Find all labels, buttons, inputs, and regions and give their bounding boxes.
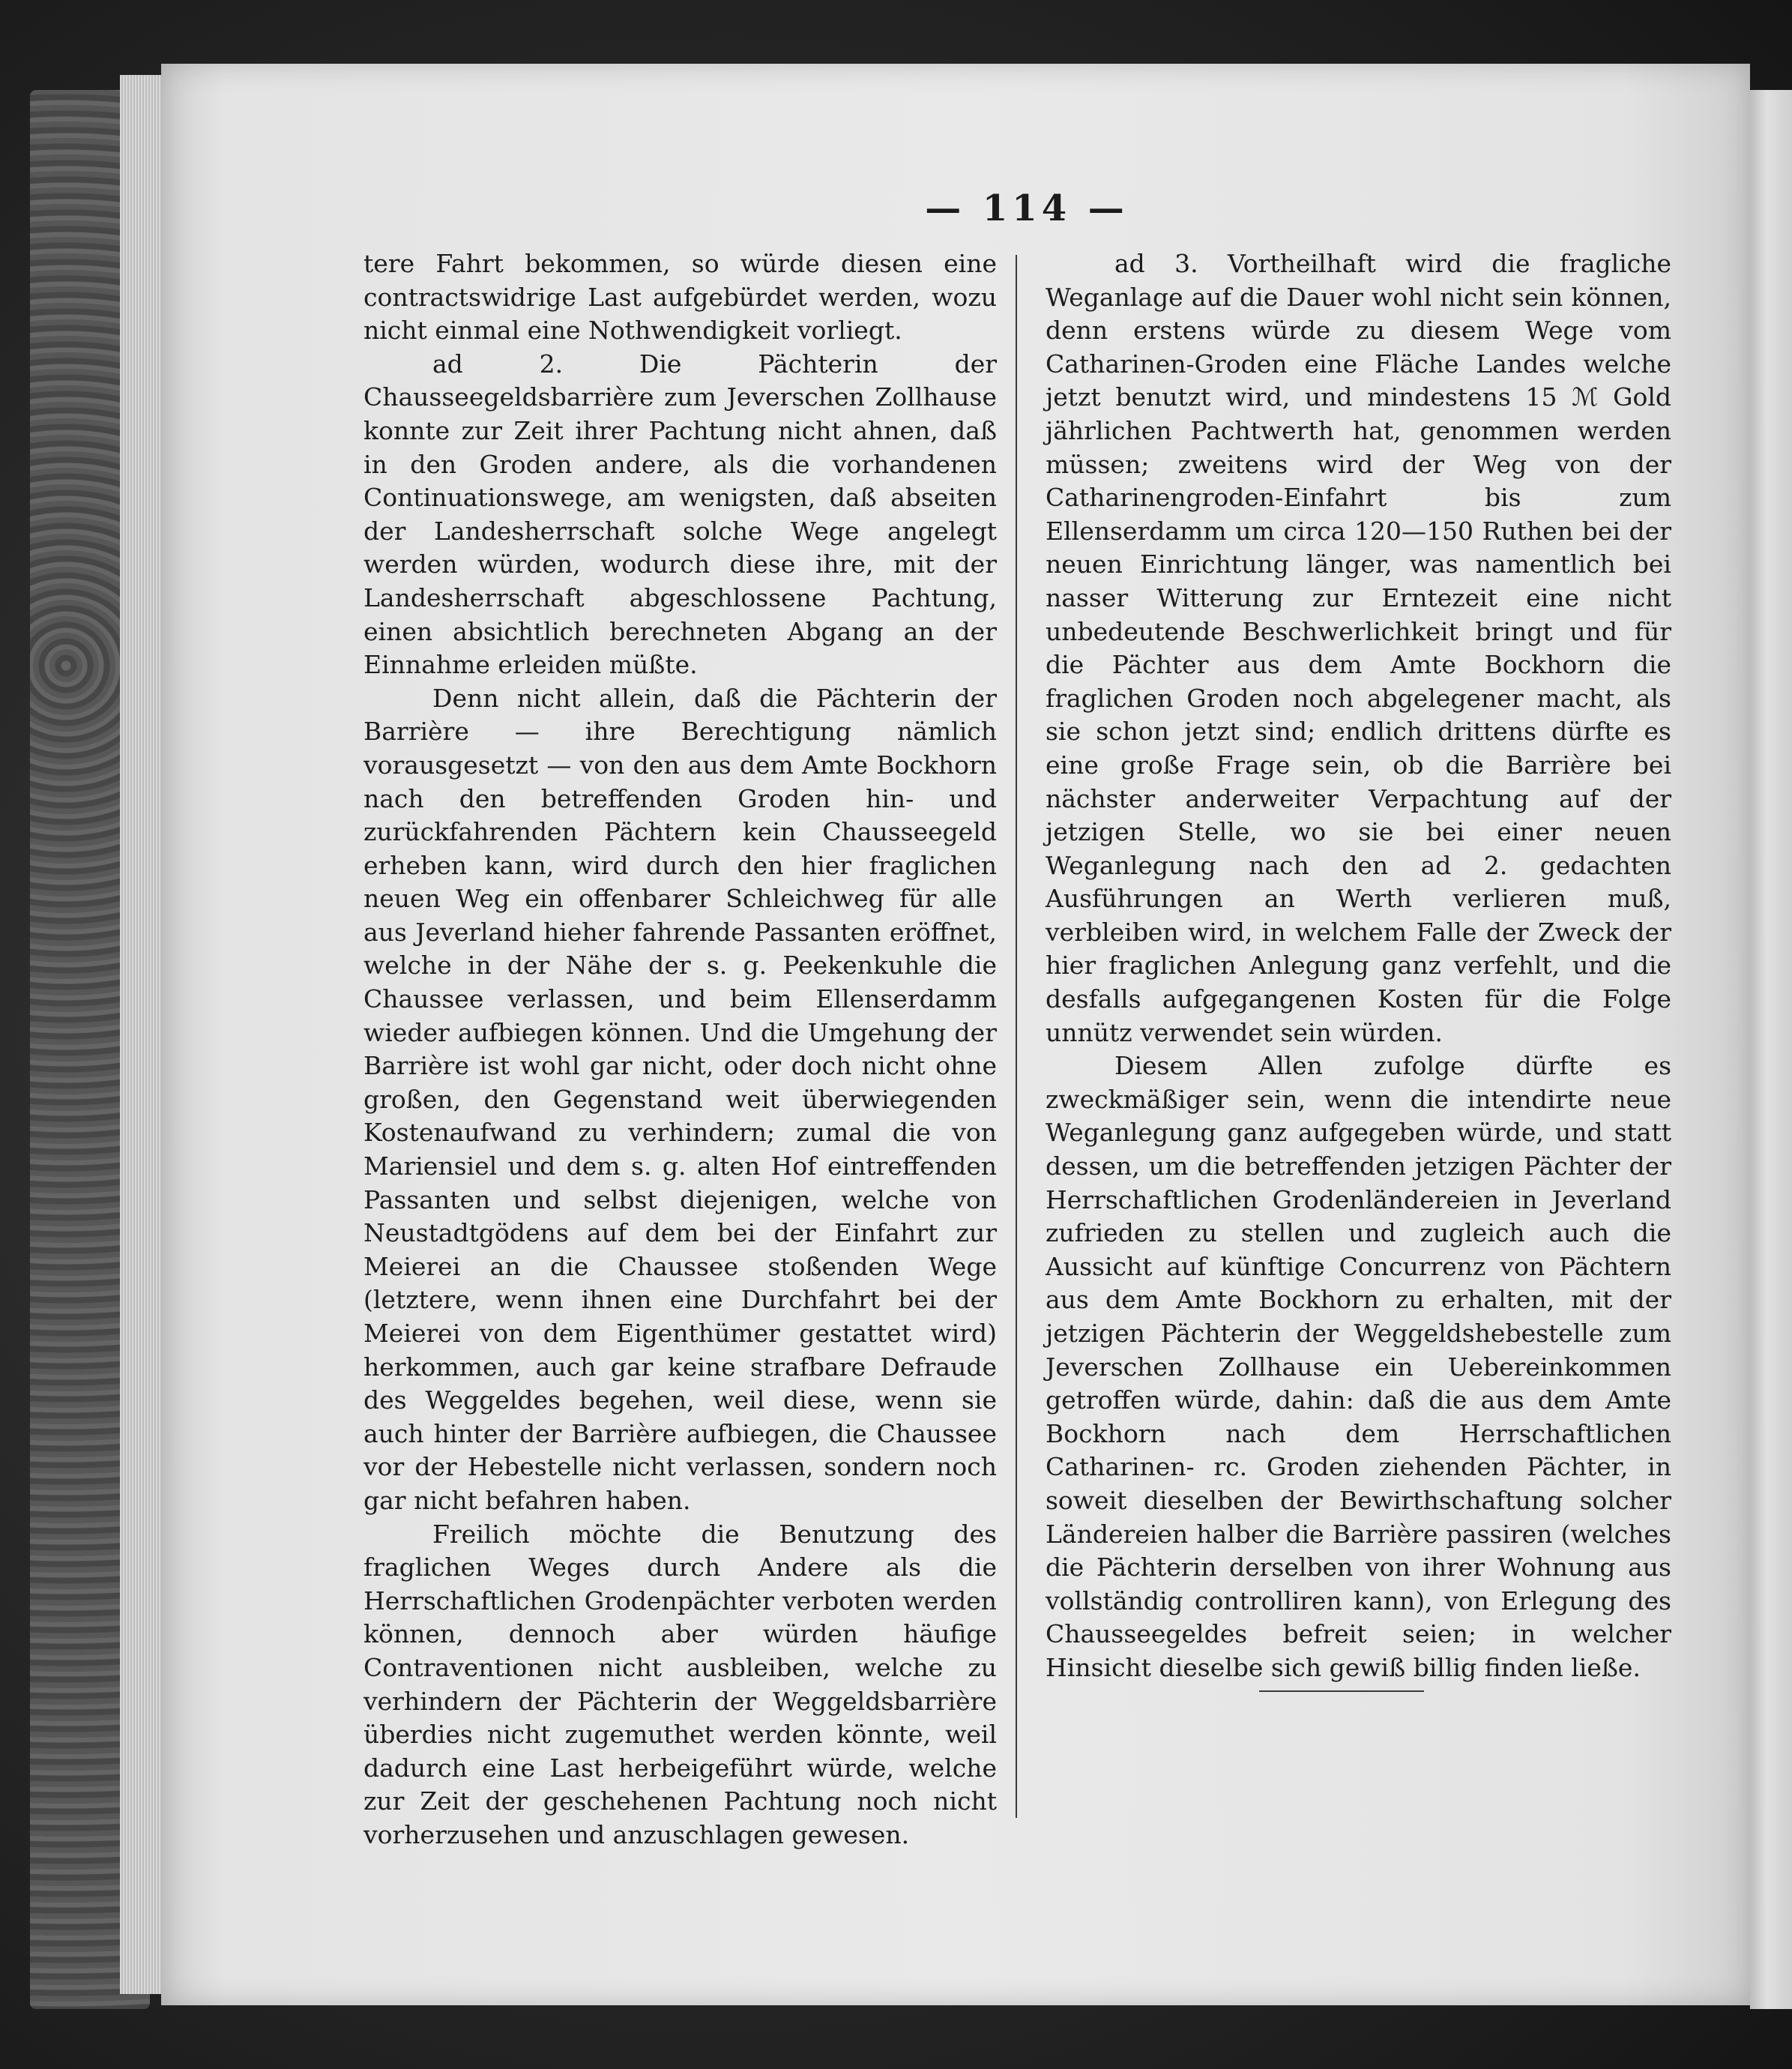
paragraph: Diesem Allen zufolge dürfte es zweckmäßiger sein, wenn die intendirte neue Weganlegung ganz aufgegeben würde, und statt dessen, um die betreffenden jetzigen Pächter der Herrschaftlichen Grodenländereien in Jeverland zufrieden zu stellen und zugleich auch die Aussicht auf künftige Concurrenz von Pächtern aus dem Amte Bockhorn zu erhalten, mit der jetzigen Pächterin der Weggeldshebestelle zum Jeverschen Zollhause ein Uebereinkommen getroffen würde, dahin: daß die aus dem Amte Bockhorn nach dem Herrschaftlichen Catharinen- rc. Groden ziehenden Pächter, in soweit dieselben der Bewirthschaftung solcher Ländereien halber die Barrière passiren (welches die Pächterin derselben von ihrer Wohnung aus vollständig controlliren kann), von Erlegung des Chausseegeldes befreit seien; in welcher Hinsicht dieselbe sich gewiß billig finden ließe. [1046, 1051, 1671, 1682]
paragraph: Freilich möchte die Benutzung des fraglichen Weges durch Andere als die Herrschaftlichen Grodenpächter verboten werden können, dennoch aber würden häufige Contraventionen nicht ausbleiben, welche zu verhindern der Pächterin der Weggeldsbarrière überdies nicht zugemuthet werden könnte, weil dadurch eine Last herbeigeführt würde, welche zur Zeit der geschehenen Pachtung noch nicht vorherzusehen und anzuschlagen gewesen. [363, 1519, 997, 1849]
paragraph: tere Fahrt bekommen, so würde diesen eine contractswidrige Last aufgebürdet werden, wozu nicht einmal eine Nothwendigkeit vorliegt. [363, 249, 997, 346]
page-stack-edge [120, 75, 165, 1994]
paragraph: ad 3. Vortheilhaft wird die fragliche Weganlage auf die Dauer wohl nicht sein können, denn erstens würde zu diesem Wege vom Catharinen-Groden eine Fläche Landes welche jetzt benutzt wird, und mindestens 15 ℳ Gold jährlichen Pachtwerth hat, genommen werden müssen; zweitens wird der Weg von der Catharinengroden-Einfahrt bis zum Ellenserdamm um circa 120—150 Ruthen bei der neuen Einrichtung länger, was namentlich bei nasser Witterung zur Erntezeit eine nicht unbedeutende Beschwerlichkeit bringt und für die Pächter aus dem Amte Bockhorn die fraglichen Groden noch abgelegener macht, als sie schon jetzt sind; endlich drittens dürfte es eine große Frage sein, ob die Barrière bei nächster anderweiter Verpachtung auf der jetzigen Stelle, wo sie bei einer neuen Weganlegung nach den ad 2. gedachten Ausführungen an Werth verlieren muß, verbleiben wird, in welchem Falle der Zweck der hier fraglichen Anlegung ganz verfehlt, und die desfalls aufgegangenen Kosten für die Folge unnütz verwendet sein würden. [1046, 249, 1671, 1047]
page-number: — 114 — [925, 187, 1129, 229]
page-right-edge [1750, 90, 1792, 2009]
paragraph: Denn nicht allein, daß die Pächterin der Barrière — ihre Berechtigung nämlich vorausgesetzt — von den aus dem Amte Bockhorn nach den betreffenden Groden hin- und zurückfahrenden Pächtern kein Chausseegeld erheben kann, wird durch den hier fraglichen neuen Weg ein offenbarer Schleichweg für alle aus Jeverland hieher fahrende Passanten eröffnet, welche in der Nähe der s. g. Peekenkuhle die Chaussee verlassen, und beim Ellenserdamm wieder aufbiegen können. Und die Umgehung der Barrière ist wohl gar nicht, oder doch nicht ohne großen, den Gegenstand weit überwiegenden Kostenaufwand zu verhindern; zumal die von Mariensiel und dem s. g. alten Hof eintreffenden Passanten und selbst diejenigen, welche von Neustadtgödens auf dem bei der Einfahrt zur Meierei an die Chaussee stoßenden Wege (letztere, wenn ihnen eine Durchfahrt bei der Meierei von dem Eigenthümer gestattet wird) herkommen, auch gar keine strafbare Defraude des Weggeldes begehen, weil diese, wenn sie auch hinter der Barrière aufbiegen, die Chaussee vor der Hebestelle nicht verlassen, sondern noch gar nicht befahren haben. [363, 683, 997, 1515]
paragraph: ad 2. Die Pächterin der Chausseegeldsbarrière zum Jeverschen Zollhause konnte zur Zeit ihrer Pachtung nicht ahnen, daß in den Groden andere, als die vorhandenen Continuationswege, am wenigsten, daß abseiten der Landesherrschaft solche Wege angelegt werden würden, wodurch diese ihre, mit der Landesherrschaft abgeschlossene Pachtung, einen absichtlich berechneten Abgang an der Einnahme erleiden müßte. [363, 349, 997, 680]
column-divider [1016, 255, 1017, 1818]
left-text-column [363, 247, 997, 1852]
closing-rule [1259, 1690, 1424, 1692]
right-text-column [1046, 247, 1671, 1685]
